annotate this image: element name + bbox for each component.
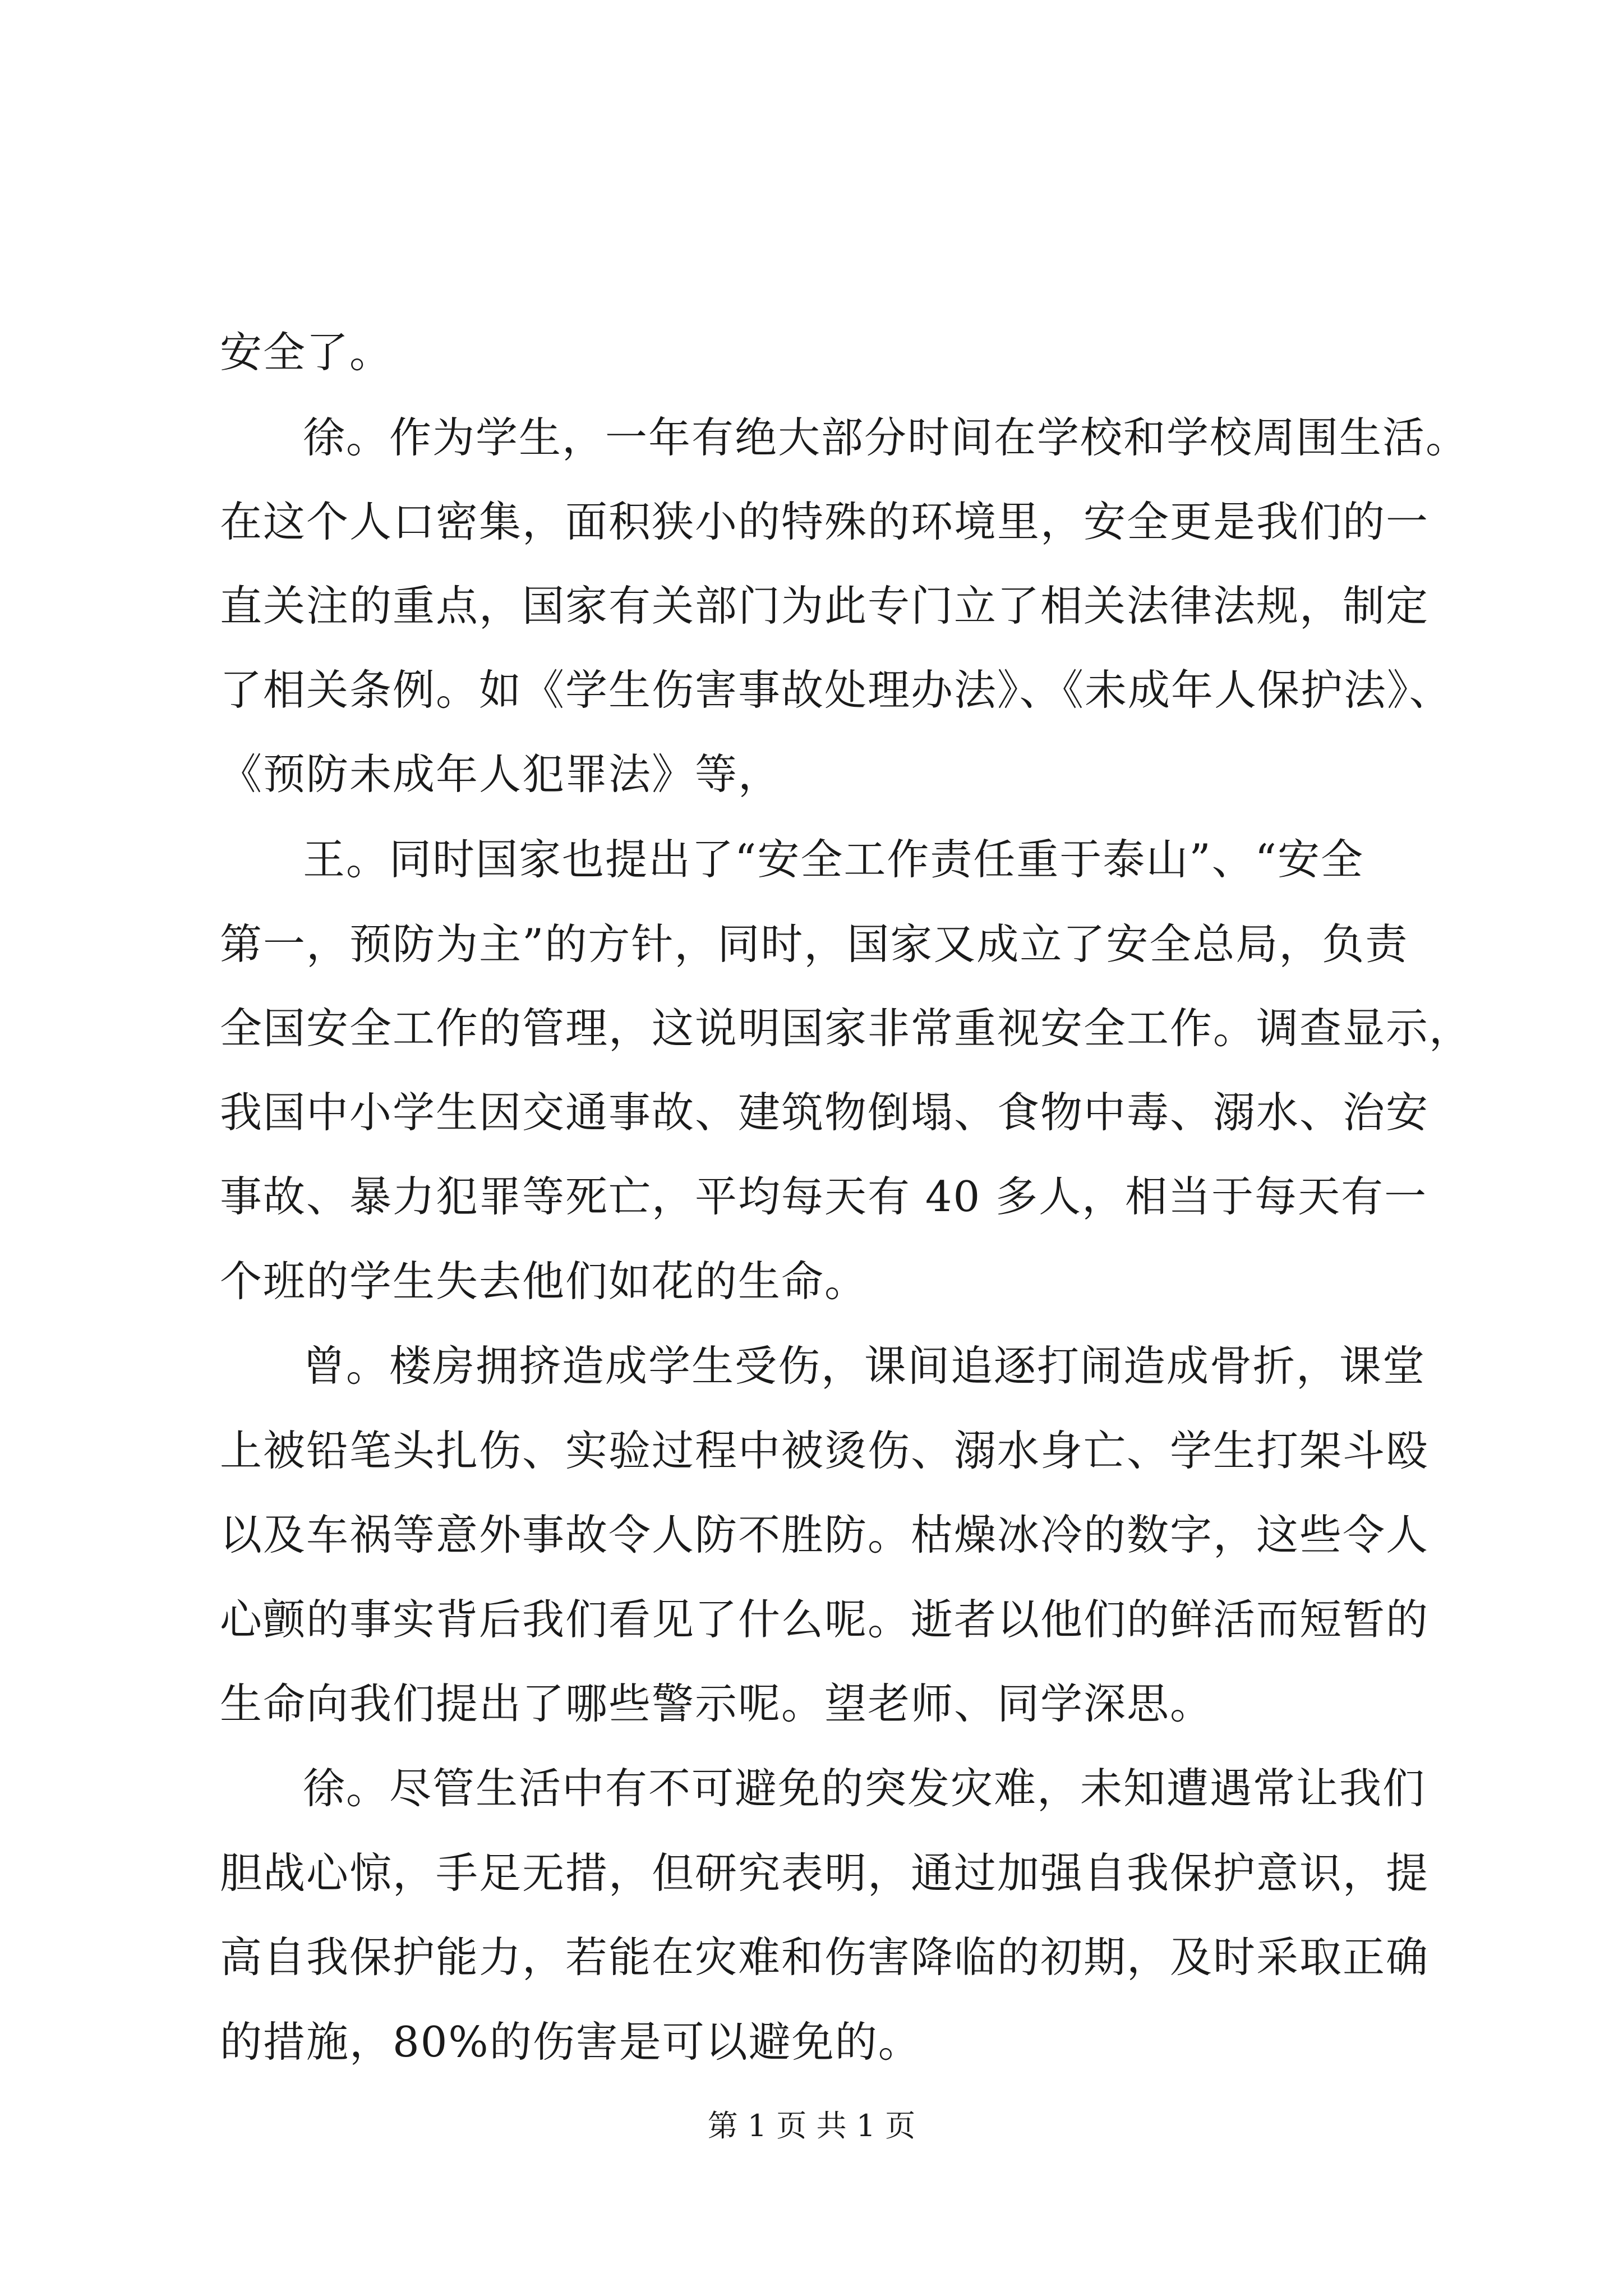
paragraph-start: 王。同时国家也提出了“安全工作责任重于泰山”、“安全 [303, 835, 1364, 884]
text-line: 胆战心惊，手足无措，但研究表明，通过加强自我保护意识，提 [220, 1848, 1430, 1898]
text-line: 第一，预防为主”的方针，同时，国家又成立了安全总局，负责 [220, 919, 1409, 969]
page-footer: 第 1 页 共 1 页 [707, 2108, 916, 2143]
text-line: 在这个人口密集，面积狭小的特殊的环境里，安全更是我们的一 [220, 497, 1430, 546]
text-line: 《预防未成年人犯罪法》等， [220, 749, 782, 799]
text-line: 以及车祸等意外事故令人防不胜防。枯燥冰冷的数字，这些令人 [220, 1510, 1430, 1559]
text-line: 直关注的重点，国家有关部门为此专门立了相关法律法规，制定 [220, 581, 1430, 631]
text-line: 的措施，80%的伤害是可以避免的。 [220, 2017, 921, 2067]
paragraph-start: 徐。尽管生活中有不可避免的突发灾难，未知遭遇常让我们 [303, 1764, 1426, 1813]
text-line: 安全了。 [220, 328, 393, 377]
text-line: 心颤的事实背后我们看见了什么呢。逝者以他们的鲜活而短暂的 [220, 1595, 1430, 1644]
text-line: 全国安全工作的管理，这说明国家非常重视安全工作。调查显示， [220, 1004, 1473, 1053]
paragraph-start: 徐。作为学生，一年有绝大部分时间在学校和学校周围生活。 [303, 413, 1469, 462]
text-line: 了相关条例。如《学生伤害事故处理办法》、《未成年人保护法》、 [220, 665, 1453, 715]
paragraph-start: 曾。楼房拥挤造成学生受伤，课间追逐打闹造成骨折，课堂 [303, 1341, 1426, 1391]
text-line: 上被铅笔头扎伤、实验过程中被烫伤、溺水身亡、学生打架斗殴 [220, 1426, 1430, 1475]
text-line: 个班的学生失去他们如花的生命。 [220, 1257, 868, 1306]
text-line: 我国中小学生因交通事故、建筑物倒塌、食物中毒、溺水、治安 [220, 1088, 1430, 1137]
text-line: 事故、暴力犯罪等死亡，平均每天有 40 多人，相当于每天有一 [220, 1172, 1428, 1221]
text-line: 高自我保护能力，若能在灾难和伤害降临的初期，及时采取正确 [220, 1932, 1430, 1982]
text-line: 生命向我们提出了哪些警示呢。望老师、同学深思。 [220, 1679, 1214, 1728]
